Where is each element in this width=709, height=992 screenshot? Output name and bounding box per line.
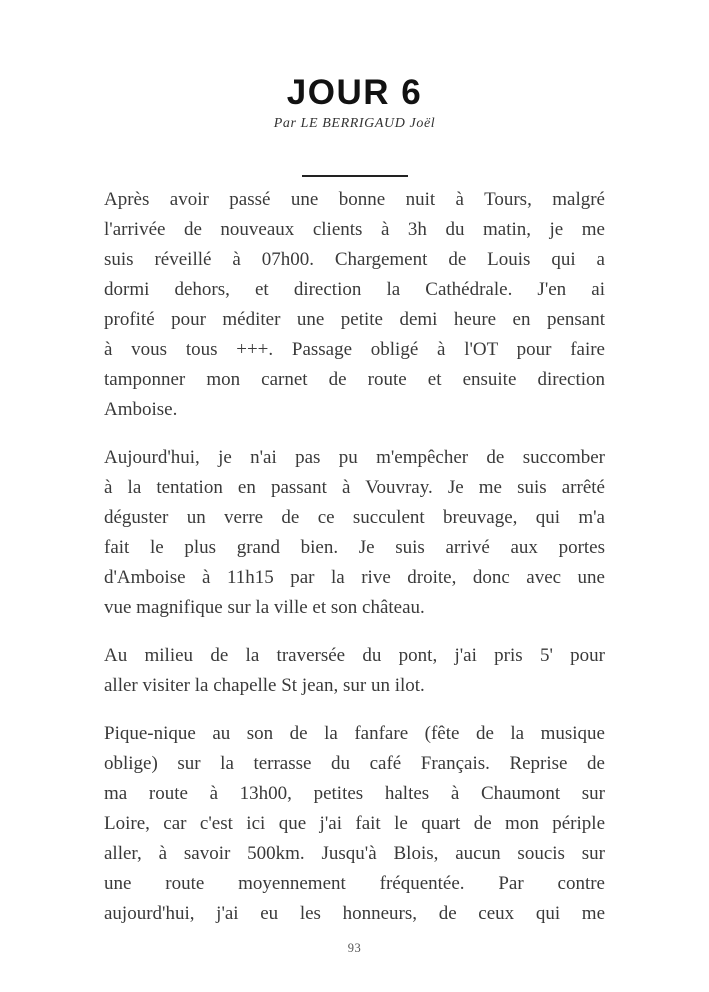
- text-line: aujourd'hui, j'ai eu les honneurs, de ceux qui me: [104, 903, 605, 924]
- text-line: Aujourd'hui, je n'ai pas pu m'empêcher de succomber: [104, 447, 605, 468]
- text-line: ma route à 13h00, petites haltes à Chaumont sur: [104, 783, 605, 804]
- paragraph: [104, 185, 605, 425]
- text-line: tamponner mon carnet de route et ensuite direction: [104, 369, 605, 390]
- text-line: déguster un verre de ce succulent breuvage, qui m'a: [104, 507, 605, 528]
- text-line: l'arrivée de nouveaux clients à 3h du matin, je me: [104, 219, 605, 240]
- text-line: aller visiter la chapelle St jean, sur un ilot.: [104, 675, 425, 696]
- text-line: Loire, car c'est ici que j'ai fait le quart de mon périple: [104, 813, 605, 834]
- text-line: d'Amboise à 11h15 par la rive droite, donc avec une: [104, 567, 605, 588]
- paragraph: [104, 641, 605, 701]
- text-line: à la tentation en passant à Vouvray. Je me suis arrêté: [104, 477, 605, 498]
- separator-line: [302, 175, 408, 177]
- text-line: Après avoir passé une bonne nuit à Tours, malgré: [104, 189, 605, 210]
- text-line: profité pour méditer une petite demi heure en pensant: [104, 309, 605, 330]
- text-line: Amboise.: [104, 399, 178, 420]
- text-line: Au milieu de la traversée du pont, j'ai pris 5' pour: [104, 645, 605, 666]
- text-line: oblige) sur la terrasse du café Français. Reprise de: [104, 753, 605, 774]
- text-line: une route moyennement fréquentée. Par contre: [104, 873, 605, 894]
- byline: Par LE BERRIGAUD Joël: [273, 116, 436, 131]
- text-line: fait le plus grand bien. Je suis arrivé aux portes: [104, 537, 605, 558]
- body-text: [104, 185, 605, 929]
- text-line: aller, à savoir 500km. Jusqu'à Blois, aucun soucis sur: [104, 843, 605, 864]
- text-line: dormi dehors, et direction la Cathédrale. J'en ai: [104, 279, 605, 300]
- text-line: Pique-nique au son de la fanfare (fête de la musique: [104, 723, 605, 744]
- paragraph: [104, 719, 605, 929]
- page-number: 93: [347, 941, 362, 955]
- text-line: suis réveillé à 07h00. Chargement de Louis qui a: [104, 249, 605, 270]
- page-title: JOUR 6: [286, 73, 423, 112]
- text-line: à vous tous +++. Passage obligé à l'OT pour faire: [104, 339, 605, 360]
- paragraph: [104, 443, 605, 623]
- text-line: vue magnifique sur la ville et son château.: [104, 597, 425, 618]
